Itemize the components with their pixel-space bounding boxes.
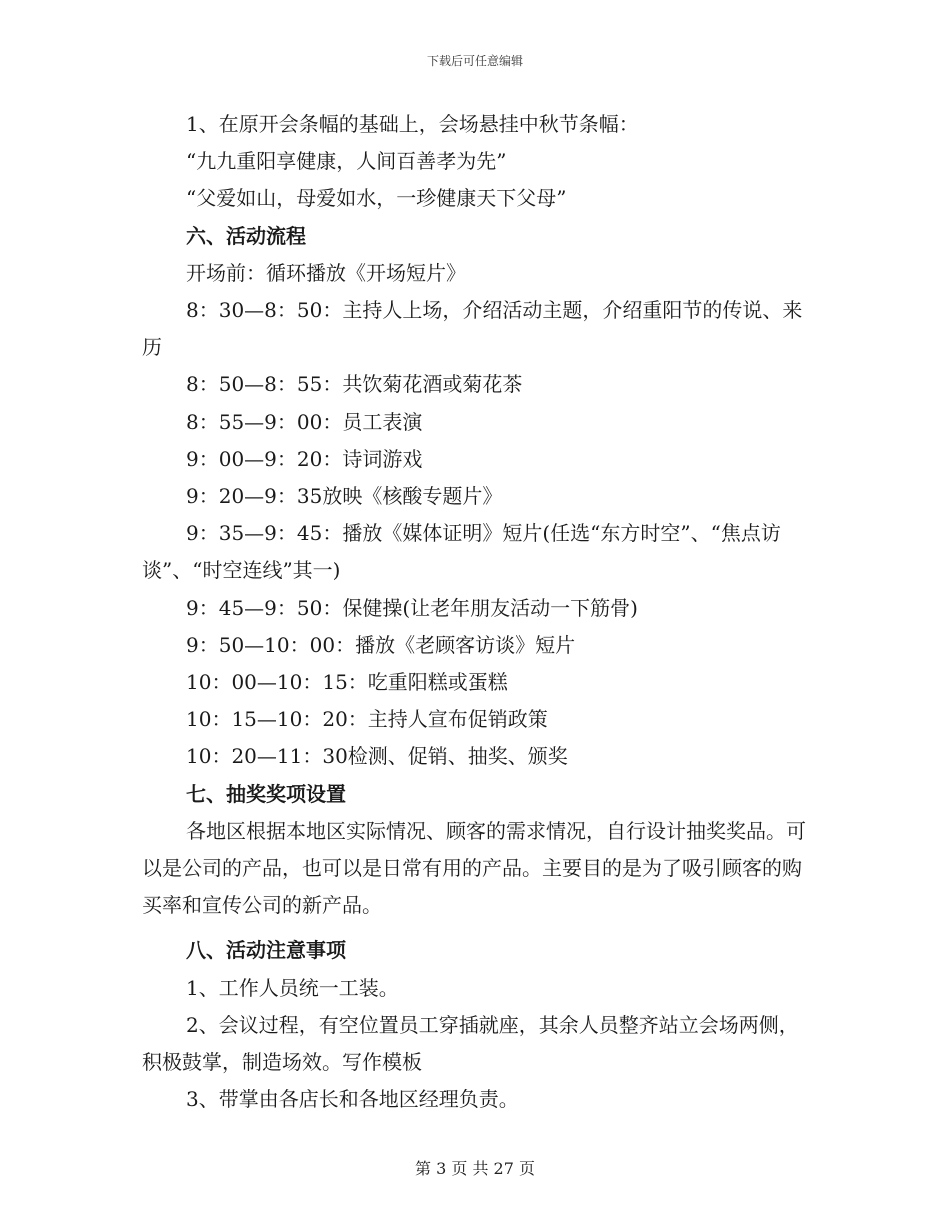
schedule-item: 8：55—9：00：员工表演	[186, 409, 423, 434]
paragraph-banner-intro: 1、在原开会条幅的基础上，会场悬挂中秋节条幅：	[186, 112, 639, 136]
page-number-footer: 第 3 页 共 27 页	[415, 1159, 535, 1178]
schedule-item: 10：00—10：15：吃重阳糕或蛋糕	[186, 670, 508, 695]
note-item: 2、会议过程，有空位置员工穿插就座，其余人员整齐站立会场两侧，积极鼓掌，制造场效。写作模板	[142, 1012, 799, 1075]
schedule-item: 9：50—10：00：播放《老顾客访谈》短片	[186, 632, 576, 657]
schedule-item: 9：20—9：35放映《核酸专题片》	[186, 484, 503, 509]
schedule-item: 8：50—8：55：共饮菊花酒或菊花茶	[186, 372, 523, 397]
paragraph-banner-slogan-2: “父爱如山，母爱如水，一珍健康天下父母”	[186, 186, 567, 211]
page-header-note: 下载后可任意编辑	[426, 54, 523, 68]
schedule-item: 10：15—10：20：主持人宣布促销政策	[186, 707, 548, 732]
schedule-item: 9：00—9：20：诗词游戏	[186, 446, 423, 471]
section-heading-prize-setup: 七、抽奖奖项设置	[186, 781, 346, 806]
schedule-item: 10：20—11：30检测、促销、抽奖、颁奖	[186, 744, 568, 769]
schedule-item: 9：35—9：45：播放《媒体证明》短片(任选“东方时空”、“焦点访谈”、“时空连线”其一)	[142, 521, 781, 583]
schedule-item: 8：30—8：50：主持人上场，介绍活动主题，介绍重阳节的传说、来历	[142, 298, 803, 360]
schedule-item: 开场前：循环播放《开场短片》	[186, 260, 466, 285]
section-heading-notes: 八、活动注意事项	[186, 938, 346, 963]
schedule-item: 9：45—9：50：保健操(让老年朋友活动一下筋骨)	[186, 595, 638, 620]
section-heading-activity-flow: 六、活动流程	[186, 223, 306, 248]
note-item: 3、带掌由各店长和各地区经理负责。	[186, 1087, 519, 1112]
document-body	[142, 106, 814, 1118]
paragraph-banner-slogan-1: “九九重阳享健康，人间百善孝为先”	[186, 149, 507, 174]
paragraph-prize-description: 各地区根据本地区实际情况、顾客的需求情况，自行设计抽奖奖品。可以是公司的产品，也可以是日常有用的产品。主要目的是为了吸引顾客的购买率和宣传公司的新产品。	[142, 818, 806, 918]
note-item: 1、工作人员统一工装。	[186, 975, 399, 1000]
